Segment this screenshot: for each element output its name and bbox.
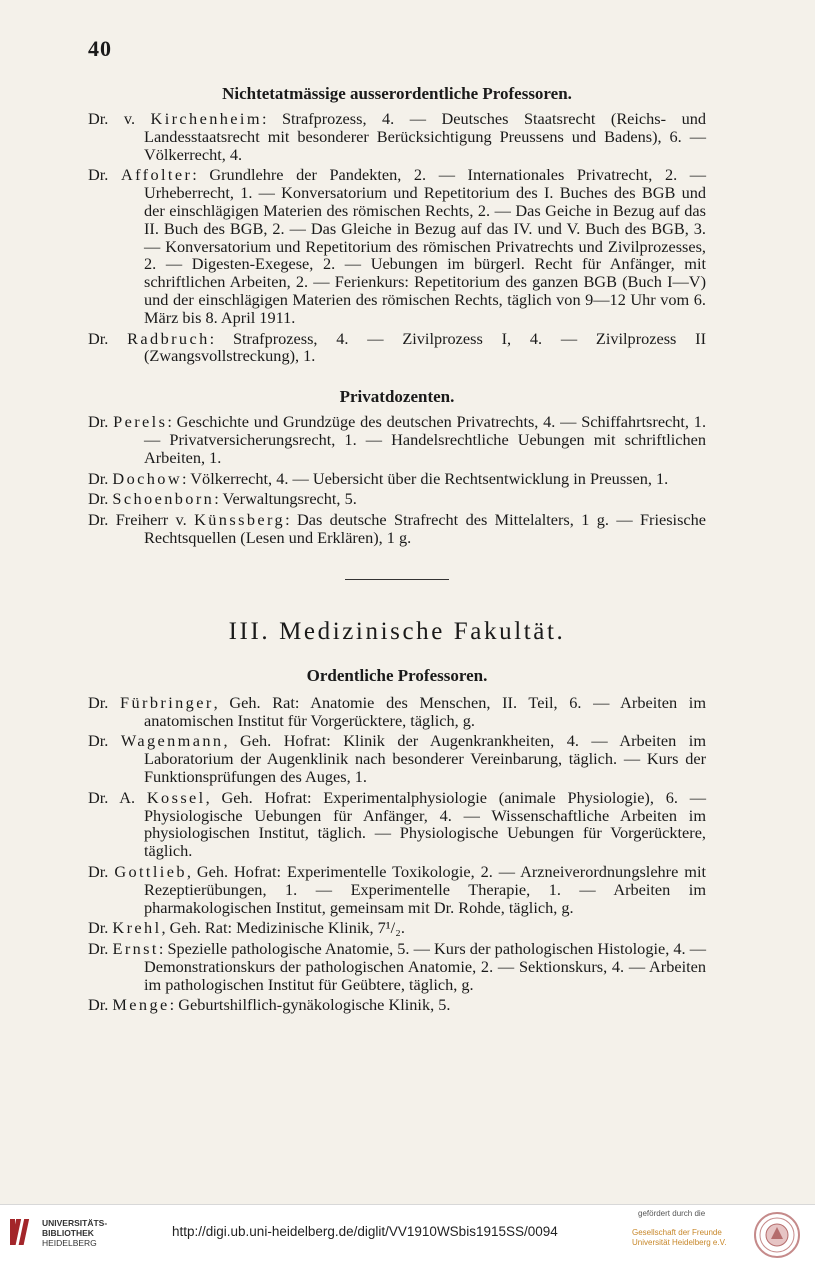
entry-k-nssberg — [88, 511, 706, 547]
sponsor-org-line-2: Universität Heidelberg e.V. — [632, 1238, 727, 1247]
entry-text: , Geh. Rat: Medizinische Klinik, 7¹/₂. — [161, 918, 405, 938]
entry-dochow — [88, 470, 706, 488]
entry-text: : Das deutsche Strafrecht des Mittelalters, 1 g. — Friesische Rechtsquellen (Lesen und Erklären), 1 g. — [144, 510, 706, 547]
entry-wagenmann — [88, 732, 706, 785]
entry-prefix: Dr. — [88, 995, 113, 1015]
professor-name: Dochow — [112, 468, 182, 488]
entry-prefix: Dr. — [88, 489, 113, 509]
university-seal-icon — [752, 1211, 802, 1259]
entry-prefix: Dr. — [88, 328, 128, 348]
entry-text: : Verwaltungsrecht, 5. — [214, 489, 357, 509]
entry-text: , Geh. Rat: Anatomie des Menschen, II. Teil, 6. — Arbeiten im anatomischen Institut für Vorgerücktere, täglich, g. — [144, 692, 706, 730]
permalink[interactable]: http://digi.ub.uni-heidelberg.de/diglit/VV1910WSbis1915SS/0094 — [172, 1224, 558, 1239]
entry-text: , Geh. Hofrat: Experimentalphysiologie (animale Physiologie), 6. — Physiologische Uebungen für Anfänger, 4. — Wissenschaftliche Arbeiten im physiologischen Institut, täglich. — Physiologische Uebungen für Vorgerücktere, täglich. — [144, 787, 707, 861]
entry-text: : Grundlehre der Pandekten, 2. — Internationales Privatrecht, 2. — Urheberrecht, 1. — Konversatorium und Repetitorium des I. Buches des BGB und der einschlägigen Materien des römischen Rechts, 2. — Das Geiche in Bezug auf das II. Buch des BGB, 2. — Das Gleiche in Bezug auf das IV. und V. Buch des BGB, 3. — Konversatorium und Repetitorium des römischen Privatrechts und Zivilprozesses, 2. — Digesten-Exegese, 2. — Uebungen im bürgerl. Recht für Anfänger, mit schriftlichen Arbeiten, 2. — Ferienkurs: Repetitorium des ganzen BGB (Buch I—V) und der einschlägigen Materien des römischen Rechts, täglich von 9—12 Uhr vom 6. März bis 8. April 1911. — [144, 165, 707, 327]
entry-prefix: Dr. A. — [88, 787, 147, 807]
entry-prefix: Dr. — [88, 692, 121, 712]
entry-prefix: Dr. — [88, 412, 114, 432]
heading-privat: Privatdozenten. — [339, 387, 455, 407]
list-ordentliche — [88, 694, 706, 1015]
university-library-logo-icon — [8, 1215, 36, 1249]
list-nonstat — [88, 110, 706, 365]
professor-name: Affolter — [120, 165, 193, 185]
entry-prefix: Dr. v. — [88, 109, 151, 128]
entry-text: , Geh. Hofrat: Experimentelle Toxikologie, 2. — Arzneiverordnungslehre mit Rezeptierübungen, 1. — Experimentelle Therapie, 1. — Arbeiten im pharmakologischen Institut, gemeinsam mit Dr. Rohde, täglich, g. — [144, 861, 706, 917]
professor-name: Menge — [112, 995, 170, 1015]
library-line-1: UNIVERSITÄTS- — [42, 1218, 108, 1228]
professor-name: Fürbringer — [120, 692, 214, 712]
entry-text: : Völkerrecht, 4. — Uebersicht über die Rechtsentwicklung in Preussen, 1. — [182, 468, 669, 488]
entry-prefix: Dr. — [88, 165, 121, 185]
entry-gottlieb — [88, 863, 706, 916]
entry-kirchenheim — [88, 110, 706, 163]
entry-text: : Strafprozess, 4. — Deutsches Staatsrecht (Reichs- und Landesstaatsrecht mit besonderer Berücksichtigung Preussens und Badens), 6. — Völkerrecht, 4. — [144, 109, 706, 164]
entry-f-rbringer — [88, 694, 706, 730]
section-divider — [345, 579, 449, 580]
entry-text: : Geburtshilflich-gynäkologische Klinik, 5. — [169, 995, 451, 1015]
entry-prefix: Dr. — [88, 939, 113, 959]
sponsor-lead: gefördert durch die — [638, 1209, 706, 1218]
professor-name: Kirchenheim — [150, 109, 262, 128]
page-number: 40 — [88, 36, 112, 61]
entry-perels — [88, 413, 706, 466]
entry-prefix: Dr. Freiherr v. — [88, 510, 195, 530]
library-name — [42, 1218, 107, 1248]
professor-name: Gottlieb — [114, 861, 187, 881]
professor-name: Kossel — [146, 787, 206, 807]
entry-affolter — [88, 166, 706, 326]
professor-name: Ernst — [112, 939, 159, 959]
entry-schoenborn — [88, 490, 706, 508]
heading-ordentliche: Ordentliche Professoren. — [306, 665, 488, 685]
entry-prefix: Dr. — [88, 468, 113, 488]
sponsor-org-line-1: Gesellschaft der Freunde — [632, 1228, 722, 1237]
sponsor-block — [632, 1209, 744, 1248]
page-content — [88, 84, 706, 1017]
entry-menge — [88, 996, 706, 1014]
professor-name: Radbruch — [127, 328, 210, 348]
entry-text: : Strafprozess, 4. — Zivilprozess I, 4. — Zivilprozess II (Zwangsvollstreckung), 1. — [144, 328, 707, 366]
entry-prefix: Dr. — [88, 861, 115, 881]
entry-prefix: Dr. — [88, 731, 121, 751]
entry-ernst — [88, 940, 706, 993]
heading-nonstat: Nichtetatmässige ausserordentliche Professoren. — [222, 84, 572, 103]
entry-text: : Spezielle pathologische Anatomie, 5. — Kurs der pathologischen Histologie, 4. — Demonstrationskurs der pathologischen Anatomie, 2. — Sektionskurs, 4. — Arbeiten im pathologischen Institut für Geübtere, täglich, g. — [144, 939, 706, 994]
professor-name: Perels — [113, 412, 168, 432]
library-line-3: HEIDELBERG — [42, 1238, 97, 1248]
professor-name: Wagenmann — [120, 731, 224, 751]
entry-radbruch — [88, 330, 706, 366]
professor-name: Künssberg — [194, 510, 286, 530]
entry-krehl — [88, 919, 706, 937]
professor-name: Schoenborn — [112, 489, 215, 509]
entry-kossel — [88, 789, 706, 860]
faculty-title: III. Medizinische Fakultät. — [228, 617, 566, 645]
footer-bar — [0, 1204, 815, 1263]
list-privat — [88, 413, 706, 547]
professor-name: Krehl — [112, 918, 162, 938]
entry-prefix: Dr. — [88, 918, 113, 938]
library-line-2: BIBLIOTHEK — [42, 1228, 94, 1238]
entry-text: , Geh. Hofrat: Klinik der Augenkrankheiten, 4. — Arbeiten im Laboratorium der Augenklinik nach besonderer Vereinbarung, täglich. — Kurs der Funktionsprüfungen des Auges, 1. — [144, 731, 706, 786]
entry-text: : Geschichte und Grundzüge des deutschen Privatrechts, 4. — Schiffahrtsrecht, 1. — Privatversicherungsrecht, 1. — Handelsrechtliche Uebungen mit schriftlichen Arbeiten, 1. — [144, 412, 707, 467]
